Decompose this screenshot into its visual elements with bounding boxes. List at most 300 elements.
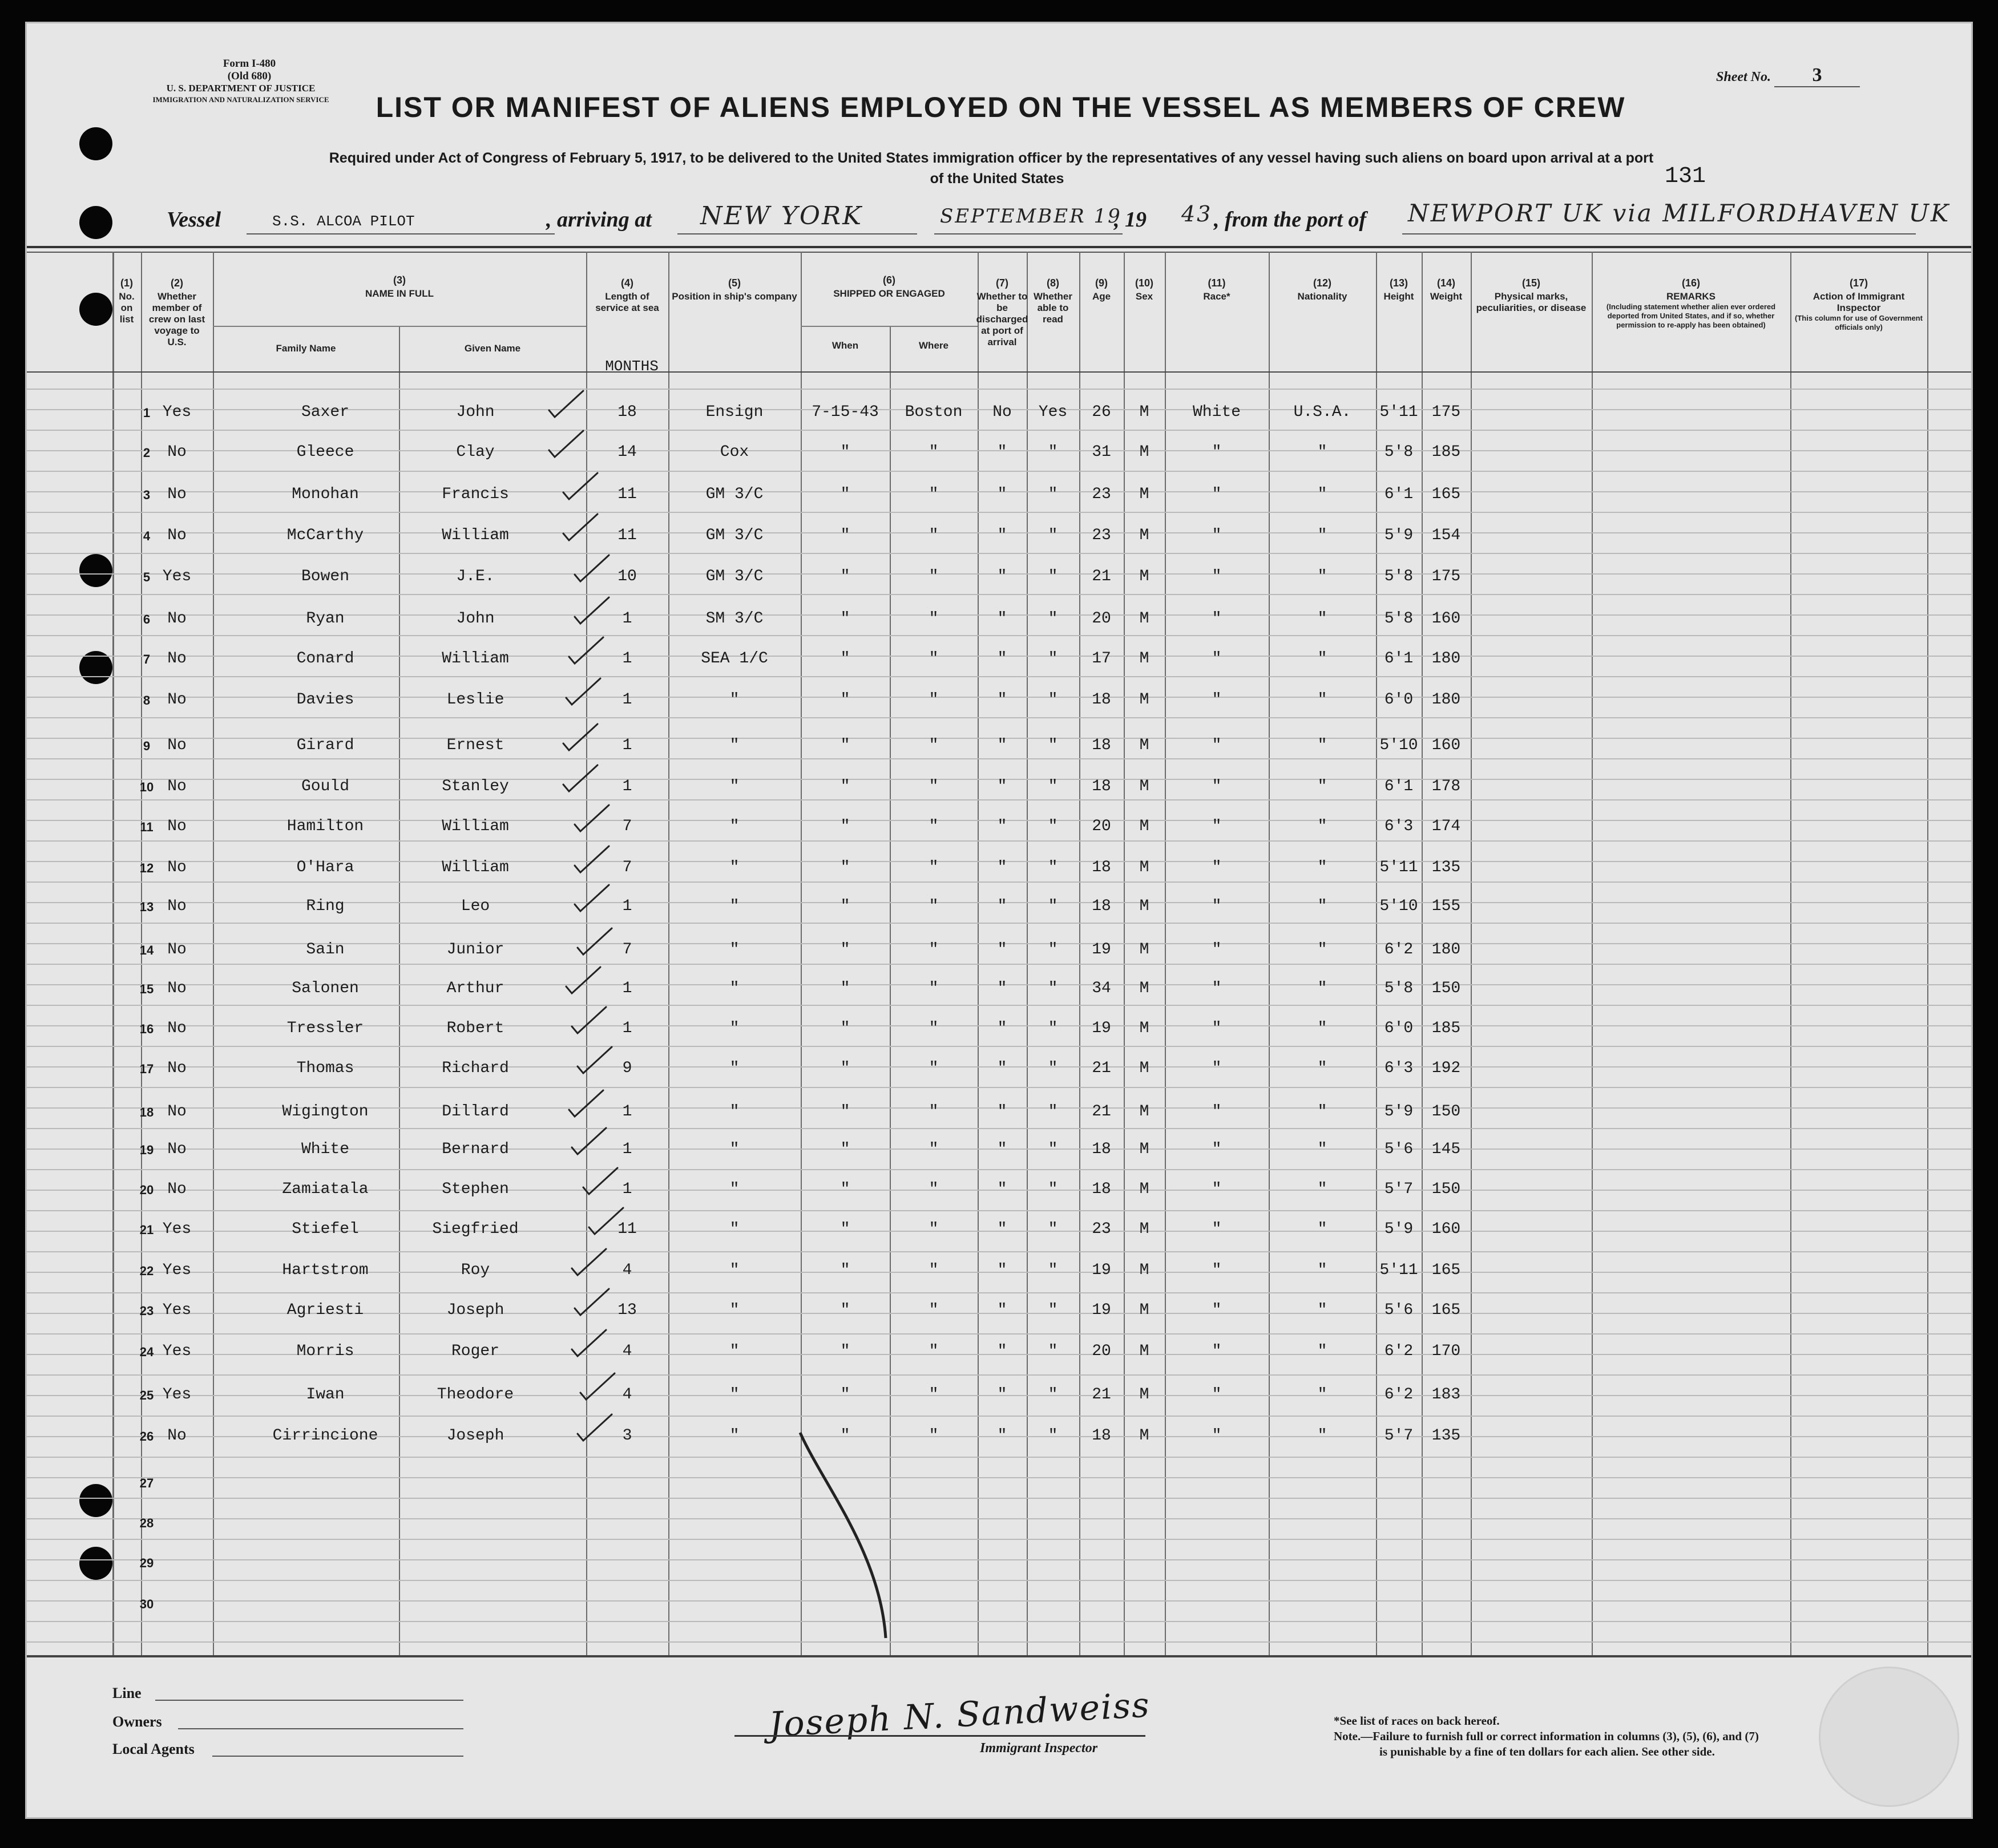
check-mark xyxy=(580,1373,615,1400)
cell-height: 5'10 xyxy=(1379,897,1418,915)
cell-height: 6'0 xyxy=(1384,691,1414,709)
cell-prev: No xyxy=(167,778,187,795)
cell-read: " xyxy=(1048,1220,1058,1238)
cell-where: " xyxy=(929,1342,939,1360)
cell-sex: M xyxy=(1139,1060,1149,1077)
cell-read: " xyxy=(1048,980,1058,997)
cell-position: GM 3/C xyxy=(705,527,764,544)
cell-weight: 155 xyxy=(1431,897,1461,915)
cell-family: Monohan xyxy=(292,486,359,503)
cell-where: " xyxy=(929,1261,939,1279)
column-number: (3) xyxy=(393,274,406,286)
cell-discharged: " xyxy=(997,1103,1007,1121)
cell-nationality: " xyxy=(1317,859,1327,876)
cell-discharged: " xyxy=(997,980,1007,997)
cell-given: Arthur xyxy=(446,980,504,997)
cell-family: Salonen xyxy=(292,980,359,997)
from-label: , from the port of xyxy=(1214,208,1367,232)
arriving-label: , arriving at xyxy=(546,208,652,232)
cell-weight: 180 xyxy=(1431,941,1461,959)
cell-weight: 160 xyxy=(1431,1220,1461,1238)
cell-read: " xyxy=(1048,818,1058,835)
cell-service: 1 xyxy=(622,1103,632,1121)
cell-race: " xyxy=(1212,1342,1222,1360)
row-number: 28 xyxy=(139,1516,154,1530)
cell-read: " xyxy=(1048,1342,1058,1360)
sheet-number-value: 3 xyxy=(1774,64,1860,87)
cell-family: Gould xyxy=(301,778,349,795)
cell-age: 21 xyxy=(1092,1103,1111,1121)
cell-sex: M xyxy=(1139,859,1149,876)
cell-when: " xyxy=(840,1427,850,1445)
cell-height: 6'1 xyxy=(1384,650,1414,668)
cell-height: 6'2 xyxy=(1384,941,1414,959)
cell-discharged: " xyxy=(997,443,1007,461)
cell-height: 5'11 xyxy=(1379,859,1418,876)
cell-age: 23 xyxy=(1092,1220,1111,1238)
cell-discharged: " xyxy=(997,1141,1007,1158)
cell-service: 7 xyxy=(622,859,632,876)
cell-height: 5'7 xyxy=(1384,1427,1414,1445)
inspector-signature: Joseph N. Sandweiss xyxy=(768,1685,1152,1745)
cell-age: 18 xyxy=(1092,691,1111,709)
cell-given: William xyxy=(442,527,509,544)
cell-read: " xyxy=(1048,691,1058,709)
cell-given: Siegfried xyxy=(432,1220,519,1238)
cell-position: " xyxy=(729,778,740,795)
cell-when: " xyxy=(840,980,850,997)
column-number: (13) xyxy=(1389,277,1408,289)
cell-read: " xyxy=(1048,941,1058,959)
check-marks xyxy=(27,23,1973,1819)
cell-given: William xyxy=(442,818,509,835)
cell-service: 1 xyxy=(622,650,632,668)
cell-read: " xyxy=(1048,486,1058,503)
cell-given: Francis xyxy=(442,486,509,503)
cell-read: " xyxy=(1048,568,1058,585)
cell-prev: No xyxy=(167,818,187,835)
row-number: 23 xyxy=(139,1304,154,1318)
cell-position: " xyxy=(729,1342,740,1360)
cell-read: " xyxy=(1048,1020,1058,1037)
cell-given: Stanley xyxy=(442,778,509,795)
cell-service: 1 xyxy=(622,610,632,628)
cell-nationality: " xyxy=(1317,1386,1327,1404)
check-mark xyxy=(575,846,609,872)
cell-race: " xyxy=(1212,818,1222,835)
cell-family: Cirrincione xyxy=(272,1427,378,1445)
cell-given: Leslie xyxy=(446,691,504,709)
cell-weight: 160 xyxy=(1431,610,1461,628)
cell-nationality: " xyxy=(1317,1261,1327,1279)
cell-when: " xyxy=(840,610,850,628)
cell-sex: M xyxy=(1139,737,1149,754)
cell-where: " xyxy=(929,527,939,544)
cell-race: " xyxy=(1212,443,1222,461)
cell-discharged: " xyxy=(997,1386,1007,1404)
cell-when: " xyxy=(840,941,850,959)
row-number: 29 xyxy=(139,1556,154,1570)
cell-given: Clay xyxy=(456,443,495,461)
cell-given: Ernest xyxy=(446,737,504,754)
cell-sex: M xyxy=(1139,1261,1149,1279)
cell-weight: 165 xyxy=(1431,486,1461,503)
cell-service: 1 xyxy=(622,1141,632,1158)
cell-age: 18 xyxy=(1092,737,1111,754)
cell-nationality: " xyxy=(1317,1427,1327,1445)
cell-position: " xyxy=(729,1020,740,1037)
cell-weight: 185 xyxy=(1431,1020,1461,1037)
check-mark xyxy=(589,1208,623,1234)
column-number: (8) xyxy=(1047,277,1059,289)
cell-where: " xyxy=(929,897,939,915)
cell-nationality: " xyxy=(1317,818,1327,835)
cell-age: 21 xyxy=(1092,568,1111,585)
row-number: 1 xyxy=(143,406,151,420)
cell-position: " xyxy=(729,1180,740,1198)
cell-service: 1 xyxy=(622,691,632,709)
cell-when: " xyxy=(840,1386,850,1404)
row-number: 2 xyxy=(143,446,151,460)
row-number: 24 xyxy=(139,1345,154,1359)
cell-race: " xyxy=(1212,568,1222,585)
check-mark xyxy=(563,765,598,791)
cell-service: 9 xyxy=(622,1060,632,1077)
cell-sex: M xyxy=(1139,980,1149,997)
cell-read: " xyxy=(1048,1141,1058,1158)
cell-where: " xyxy=(929,778,939,795)
cell-service: 18 xyxy=(617,403,637,421)
row-number: 25 xyxy=(139,1388,154,1402)
form-code: Form I-480 xyxy=(223,58,276,70)
cell-prev: Yes xyxy=(162,1261,192,1279)
cell-nationality: U.S.A. xyxy=(1293,403,1351,421)
cell-given: Roger xyxy=(451,1342,499,1360)
cell-nationality: " xyxy=(1317,1020,1327,1037)
from-port: NEWPORT UK via MILFORDHAVEN UK xyxy=(1408,199,1951,227)
cell-prev: No xyxy=(167,1141,187,1158)
cell-prev: No xyxy=(167,980,187,997)
cell-prev: Yes xyxy=(162,1342,192,1360)
cell-where: " xyxy=(929,737,939,754)
cell-when: " xyxy=(840,650,850,668)
cell-position: " xyxy=(729,980,740,997)
cell-position: Cox xyxy=(720,443,749,461)
cell-nationality: " xyxy=(1317,1342,1327,1360)
cell-position: " xyxy=(729,1301,740,1319)
cell-sex: M xyxy=(1139,778,1149,795)
column-label: SHIPPED OR ENGAGED xyxy=(833,288,945,299)
cell-nationality: " xyxy=(1317,897,1327,915)
cell-prev: No xyxy=(167,1427,187,1445)
cell-nationality: " xyxy=(1317,941,1327,959)
page-stamp-number: 131 xyxy=(1665,164,1706,189)
cell-discharged: " xyxy=(997,1427,1007,1445)
cell-position: " xyxy=(729,1060,740,1077)
check-mark xyxy=(575,555,609,581)
cell-discharged: " xyxy=(997,1301,1007,1319)
cell-family: Ring xyxy=(306,897,345,915)
cell-sex: M xyxy=(1139,1301,1149,1319)
cell-discharged: " xyxy=(997,527,1007,544)
cell-where: " xyxy=(929,859,939,876)
cell-when: 7-15-43 xyxy=(812,403,879,421)
cell-nationality: " xyxy=(1317,527,1327,544)
cell-sex: M xyxy=(1139,1180,1149,1198)
check-mark xyxy=(575,1289,609,1315)
cell-discharged: " xyxy=(997,737,1007,754)
cell-family: Saxer xyxy=(301,403,349,421)
cell-when: " xyxy=(840,1141,850,1158)
cell-sex: M xyxy=(1139,527,1149,544)
column-label: Length of service at sea xyxy=(595,291,659,313)
cell-height: 5'10 xyxy=(1379,737,1418,754)
cell-family: Gleece xyxy=(296,443,354,461)
cell-race: " xyxy=(1212,941,1222,959)
row-number: 26 xyxy=(139,1429,154,1443)
cell-prev: No xyxy=(167,650,187,668)
row-number: 19 xyxy=(139,1143,154,1157)
cell-where: " xyxy=(929,691,939,709)
column-number: (16) xyxy=(1681,277,1700,289)
column-number: (5) xyxy=(728,277,741,289)
cell-where: " xyxy=(929,1020,939,1037)
column-number: (15) xyxy=(1521,277,1540,289)
cell-position: SEA 1/C xyxy=(701,650,768,668)
cell-given: Richard xyxy=(442,1060,509,1077)
cell-discharged: " xyxy=(997,1060,1007,1077)
cell-prev: Yes xyxy=(162,568,192,585)
cell-position: " xyxy=(729,1103,740,1121)
cell-service: 4 xyxy=(622,1342,632,1360)
cell-discharged: " xyxy=(997,1020,1007,1037)
cell-age: 18 xyxy=(1092,897,1111,915)
department-name: U. S. DEPARTMENT OF JUSTICE xyxy=(166,83,316,94)
cell-age: 18 xyxy=(1092,1427,1111,1445)
cell-service: 1 xyxy=(622,1020,632,1037)
cell-position: " xyxy=(729,1261,740,1279)
column-label: Where xyxy=(919,340,948,351)
cell-read: " xyxy=(1048,527,1058,544)
cell-where: " xyxy=(929,1220,939,1238)
column-label: Sex xyxy=(1135,291,1153,302)
cell-prev: Yes xyxy=(162,1386,192,1404)
cell-family: Tressler xyxy=(286,1020,364,1037)
cell-service: 1 xyxy=(622,737,632,754)
cell-position: " xyxy=(729,1386,740,1404)
row-number: 21 xyxy=(139,1223,154,1237)
service-name: IMMIGRATION AND NATURALIZATION SERVICE xyxy=(152,95,329,104)
cell-nationality: " xyxy=(1317,1141,1327,1158)
cell-prev: Yes xyxy=(162,403,192,421)
cell-discharged: " xyxy=(997,1220,1007,1238)
cell-where: " xyxy=(929,1060,939,1077)
row-number: 11 xyxy=(140,820,154,834)
cell-age: 23 xyxy=(1092,527,1111,544)
cell-given: Joseph xyxy=(446,1427,504,1445)
column-label: Whether able to read xyxy=(1034,291,1072,325)
cell-race: " xyxy=(1212,1427,1222,1445)
cell-position: " xyxy=(729,859,740,876)
cell-given: John xyxy=(456,610,495,628)
cell-nationality: " xyxy=(1317,486,1327,503)
cell-race: " xyxy=(1212,1180,1222,1198)
check-mark xyxy=(578,1047,612,1073)
cell-discharged: " xyxy=(997,610,1007,628)
cell-discharged: " xyxy=(997,1261,1007,1279)
cell-service: 4 xyxy=(622,1261,632,1279)
check-mark xyxy=(566,967,600,993)
cell-read: " xyxy=(1048,897,1058,915)
cell-prev: No xyxy=(167,610,187,628)
cell-race: " xyxy=(1212,1020,1222,1037)
race-note: *See list of races on back hereof. xyxy=(1334,1714,1500,1728)
column-label: Whether member of crew on last voyage to U.S. xyxy=(148,291,205,347)
row-number: 7 xyxy=(143,652,151,666)
cell-weight: 180 xyxy=(1431,691,1461,709)
cell-nationality: " xyxy=(1317,1220,1327,1238)
arrival-date: SEPTEMBER 19 xyxy=(940,205,1122,228)
cell-nationality: " xyxy=(1317,691,1327,709)
cell-read: Yes xyxy=(1038,403,1068,421)
requirement-text-2: of the United States xyxy=(930,171,1064,187)
cell-when: " xyxy=(840,818,850,835)
cell-service: 7 xyxy=(622,941,632,959)
cell-age: 26 xyxy=(1092,403,1111,421)
cell-service: 7 xyxy=(622,818,632,835)
cell-discharged: No xyxy=(992,403,1012,421)
cell-when: " xyxy=(840,443,850,461)
cell-weight: 135 xyxy=(1431,859,1461,876)
cell-nationality: " xyxy=(1317,1180,1327,1198)
cell-weight: 145 xyxy=(1431,1141,1461,1158)
column-number: (1) xyxy=(120,277,133,289)
row-number: 27 xyxy=(139,1476,154,1490)
cell-when: " xyxy=(840,568,850,585)
line-underline xyxy=(155,1700,463,1701)
cell-nationality: " xyxy=(1317,568,1327,585)
row-number: 18 xyxy=(139,1105,154,1119)
cell-prev: No xyxy=(167,691,187,709)
cell-service: 1 xyxy=(622,980,632,997)
cell-prev: Yes xyxy=(162,1220,192,1238)
owners-underline xyxy=(178,1728,463,1729)
cell-where: " xyxy=(929,1427,939,1445)
penalty-note xyxy=(1334,1729,1759,1744)
cell-age: 18 xyxy=(1092,1180,1111,1198)
months-label: MONTHS xyxy=(605,358,659,375)
manifest-sheet xyxy=(25,22,1973,1819)
cell-height: 6'3 xyxy=(1384,818,1414,835)
cell-sex: M xyxy=(1139,941,1149,959)
cell-weight: 150 xyxy=(1431,1180,1461,1198)
cell-when: " xyxy=(840,1220,850,1238)
cell-given: William xyxy=(442,650,509,668)
cell-given: Leo xyxy=(461,897,490,915)
cell-weight: 175 xyxy=(1431,568,1461,585)
cell-age: 19 xyxy=(1092,1261,1111,1279)
inspector-label: Immigrant Inspector xyxy=(980,1741,1098,1756)
agents-label: Local Agents xyxy=(112,1741,195,1757)
cell-age: 19 xyxy=(1092,941,1111,959)
row-number: 4 xyxy=(143,529,151,543)
cell-age: 19 xyxy=(1092,1301,1111,1319)
column-number: (2) xyxy=(171,277,183,289)
cell-family: Ryan xyxy=(306,610,345,628)
cell-given: William xyxy=(442,859,509,876)
cell-prev: No xyxy=(167,859,187,876)
row-number: 20 xyxy=(139,1183,154,1197)
cell-where: " xyxy=(929,1301,939,1319)
cell-prev: No xyxy=(167,1020,187,1037)
column-label: Position in ship's company xyxy=(672,291,797,302)
column-sublabel: (This column for use of Government officials only) xyxy=(1795,314,1923,331)
cell-weight: 183 xyxy=(1431,1386,1461,1404)
cell-nationality: " xyxy=(1317,443,1327,461)
cell-race: " xyxy=(1212,610,1222,628)
cell-family: McCarthy xyxy=(286,527,364,544)
cell-age: 19 xyxy=(1092,1020,1111,1037)
cell-family: Stiefel xyxy=(292,1220,359,1238)
cell-when: " xyxy=(840,778,850,795)
column-label: Action of Immigrant Inspector xyxy=(1813,291,1905,313)
cell-prev: No xyxy=(167,1103,187,1121)
cell-family: O'Hara xyxy=(296,859,354,876)
cell-read: " xyxy=(1048,737,1058,754)
cell-where: " xyxy=(929,1103,939,1121)
cell-position: " xyxy=(729,1427,740,1445)
cell-weight: 154 xyxy=(1431,527,1461,544)
column-number: (10) xyxy=(1135,277,1153,289)
old-form-code: (Old 680) xyxy=(227,70,272,82)
cell-where: " xyxy=(929,1180,939,1198)
cell-sex: M xyxy=(1139,568,1149,585)
cell-given: Dillard xyxy=(442,1103,509,1121)
cell-family: Davies xyxy=(296,691,354,709)
check-mark xyxy=(563,473,598,499)
note-label: Note. xyxy=(1334,1729,1361,1743)
cell-sex: M xyxy=(1139,1386,1149,1404)
row-number: 8 xyxy=(143,693,151,707)
cell-position: " xyxy=(729,1141,740,1158)
row-number: 30 xyxy=(139,1597,154,1611)
cell-prev: No xyxy=(167,1180,187,1198)
cell-race: " xyxy=(1212,1220,1222,1238)
cell-prev: No xyxy=(167,1060,187,1077)
cell-discharged: " xyxy=(997,818,1007,835)
cell-family: Bowen xyxy=(301,568,349,585)
cell-weight: 175 xyxy=(1431,403,1461,421)
row-number: 13 xyxy=(139,900,154,914)
cell-read: " xyxy=(1048,1386,1058,1404)
cell-sex: M xyxy=(1139,897,1149,915)
cell-given: John xyxy=(456,403,495,421)
cell-prev: No xyxy=(167,443,187,461)
cell-position: " xyxy=(729,818,740,835)
cell-height: 6'2 xyxy=(1384,1342,1414,1360)
cell-when: " xyxy=(840,1180,850,1198)
owners-label: Owners xyxy=(112,1713,162,1730)
line-label: Line xyxy=(112,1685,142,1701)
cell-when: " xyxy=(840,897,850,915)
cell-height: 5'6 xyxy=(1384,1141,1414,1158)
cell-given: Bernard xyxy=(442,1141,509,1158)
cell-family: Morris xyxy=(296,1342,354,1360)
cell-race: " xyxy=(1212,486,1222,503)
cell-when: " xyxy=(840,1301,850,1319)
cell-prev: No xyxy=(167,737,187,754)
cell-where: " xyxy=(929,486,939,503)
